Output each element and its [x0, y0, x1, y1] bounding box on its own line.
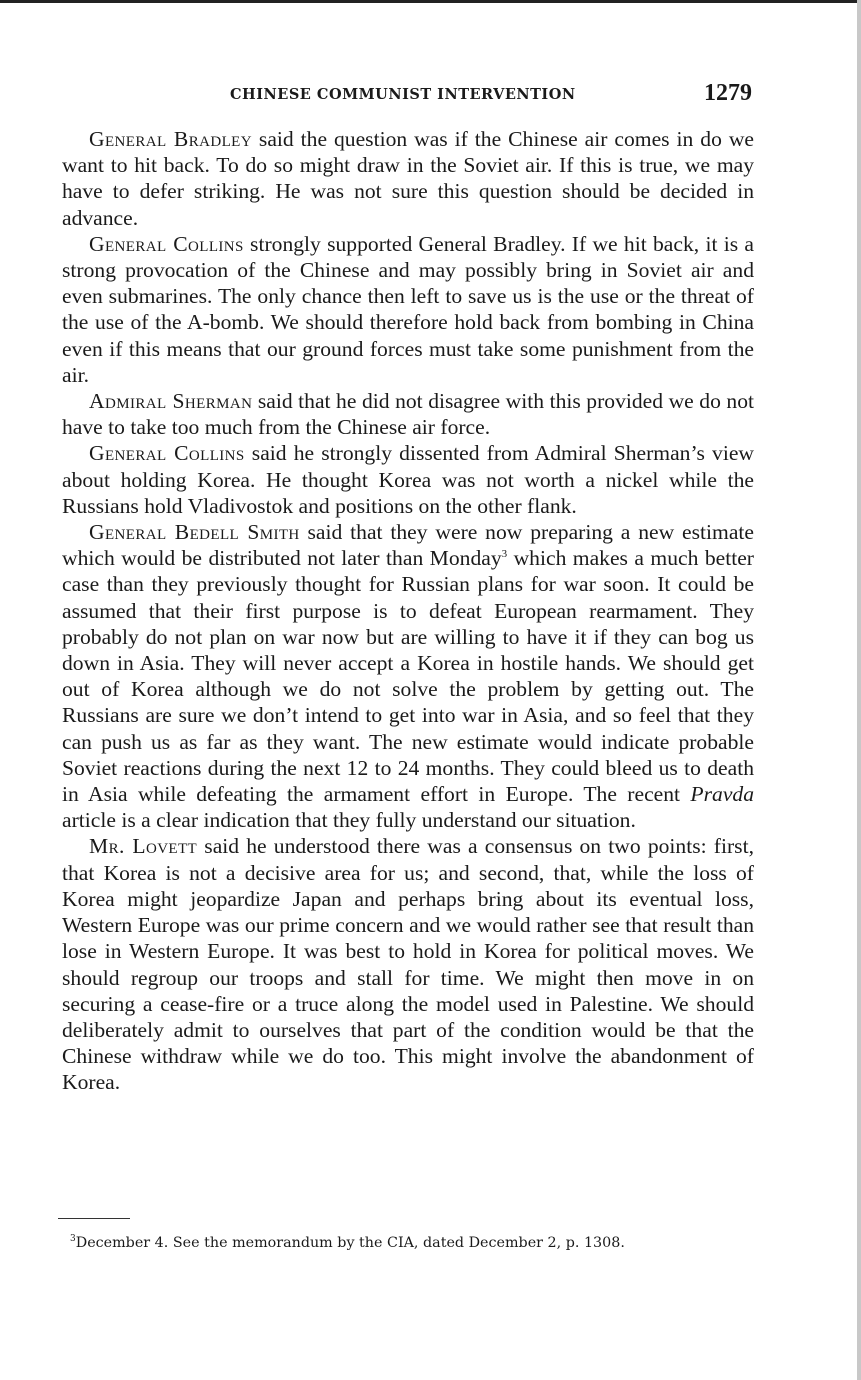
speaker-name: General Bedell Smith [89, 520, 300, 545]
paragraph-text: said he understood there was a consensus on two points: first, that Korea is not a decisive area for us; and second, that, while the loss of Korea might jeopardize Japan and perhaps bring about its eventual loss, Western Europe was our prime concern and we would rather see that result than lose in Western Europe. It was best to hold in Korea for political moves. We should regroup our troops and stall for time. We might then move in on securing a cease-fire or a truce along the model used in Palestine. We should deliberately admit to ourselves that part of the condition would be that the Chinese withdraw while we do too. This might involve the abandonment of Korea. [62, 834, 754, 1095]
footnote [70, 1234, 750, 1252]
italic-title: Pravda [690, 782, 754, 807]
page-number: 1279 [704, 80, 752, 106]
page-edge [857, 0, 861, 1380]
footnote-divider [58, 1218, 130, 1219]
speaker-name: General Collins [89, 441, 245, 466]
paragraph [62, 519, 754, 833]
paragraph-text: said the question was if the Chinese air comes in do we want to hit back. To do so might draw in the Soviet air. If this is true, we may have to defer striking. He was not sure this question should be decided in advance. [62, 127, 754, 230]
body-text [62, 126, 754, 1096]
speaker-name: General Collins [89, 231, 244, 256]
footnote-reference[interactable]: 3 [501, 548, 508, 561]
speaker-name: General Bradley [89, 127, 252, 151]
speaker-name: Mr. Lovett [89, 834, 198, 859]
paragraph-text: said that he did not disagree with this provided we do not have to take too much from the Chinese air force. [62, 389, 755, 440]
paragraph [62, 440, 754, 519]
paragraph-text: said that they were now preparing a new estimate which would be distributed not later than Monday [62, 520, 754, 571]
footnote-mark: 3 [70, 1234, 76, 1244]
paragraph-text: said he strongly dissented from Admiral Sherman’s view about holding Korea. He thought Korea was not worth a nickel while the Russians hold Vladivostok and positions on the other flank. [62, 441, 754, 518]
page-header [62, 80, 752, 112]
running-head: CHINESE COMMUNIST INTERVENTION [230, 86, 576, 103]
footnote-text: December 4. See the memorandum by the CIA, dated December 2, p. 1308. [75, 1235, 625, 1251]
paragraph [62, 833, 754, 1095]
paragraph [62, 126, 754, 231]
paragraph [62, 231, 754, 388]
paragraph [62, 388, 754, 440]
paragraph-text: which makes a much better case than they previously thought for Russian plans for war soon. It could be assumed that their first purpose is to defeat European rearmament. They probably do not plan on war now but are willing to have it if they can bog us down in Asia. They will never accept a Korea in hostile hands. We should get out of Korea although we do not solve the problem by getting out. The Russians are sure we don’t intend to get into war in Asia, and so feel that they can push us as far as they want. The new estimate would indicate probable Soviet reactions during the next 12 to 24 months. They could bleed us to death in Asia while defeating the armament effort in Europe. The recent [62, 546, 754, 807]
paragraph-text: strongly supported General Bradley. If we hit back, it is a strong provocation of the Chinese and may possibly bring in Soviet air and even submarines. The only chance then left to save us is the use or the threat of the use of the A-bomb. We should therefore hold back from bombing in China even if this means that our ground forces must take some punishment from the air. [62, 231, 754, 387]
top-border [0, 0, 861, 3]
speaker-name: Admiral Sherman [89, 389, 253, 414]
paragraph-text: article is a clear indication that they fully understand our situation. [62, 808, 636, 833]
